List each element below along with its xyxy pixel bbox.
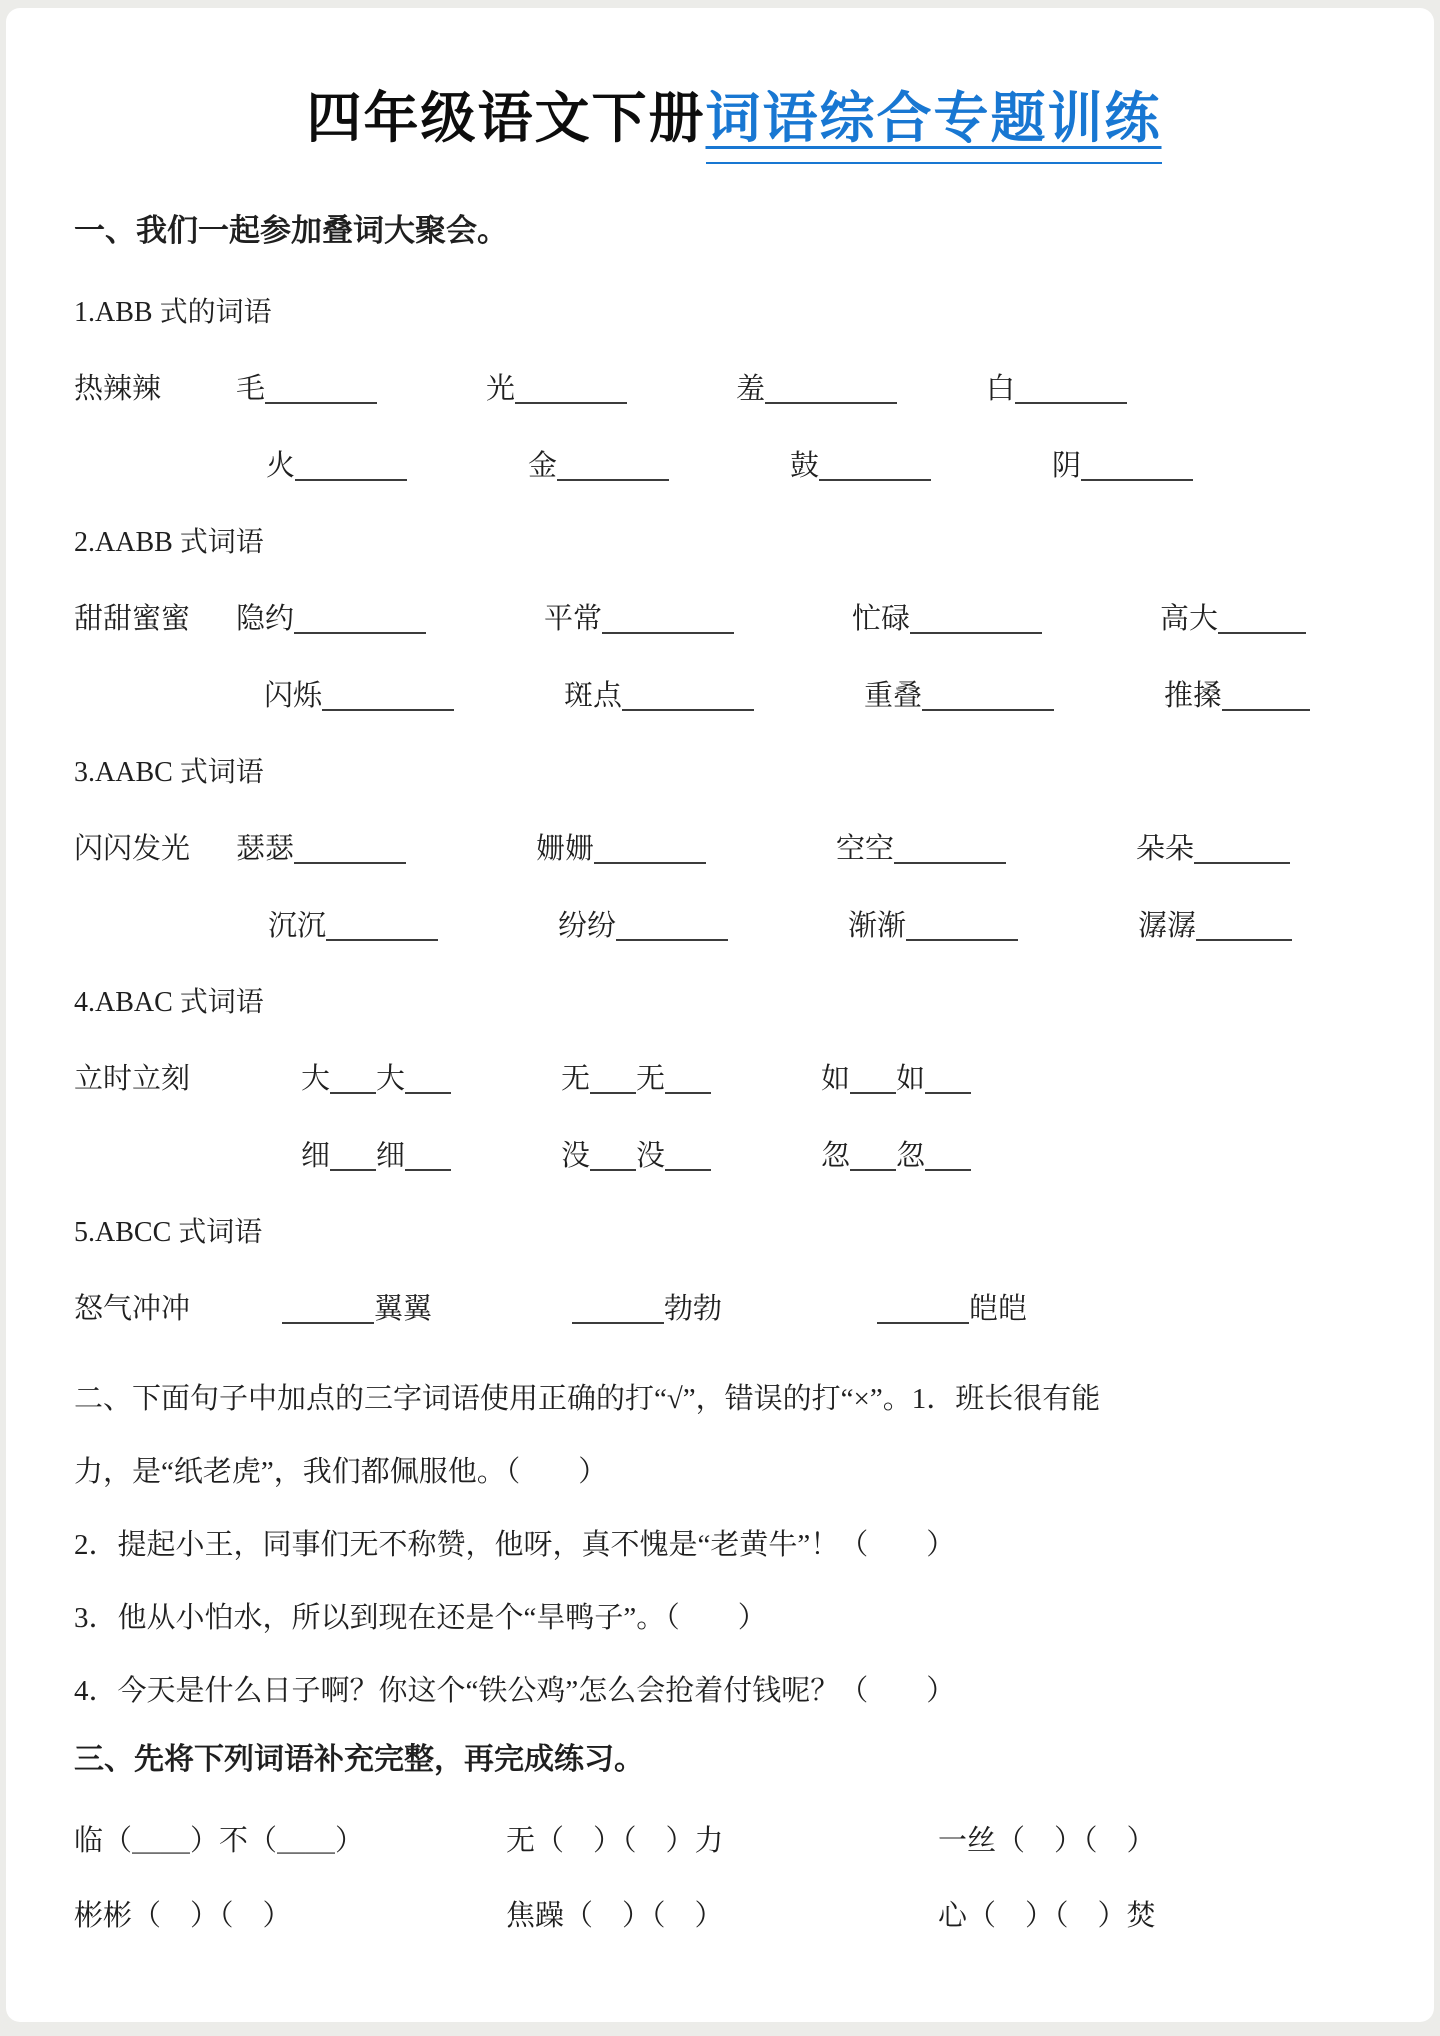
blank-line (765, 374, 897, 404)
fill-prefix: 忽 (821, 1140, 851, 1172)
group-label-aabb: 2.AABB 式词语 (74, 527, 264, 558)
fill-prefix: 忽 (896, 1140, 926, 1172)
blank-line (515, 374, 627, 404)
fill-prefix: 大 (376, 1063, 406, 1095)
fill-prefix: 斑点 (564, 680, 623, 712)
fill-prefix: 如 (821, 1063, 851, 1095)
fill-item (236, 826, 536, 867)
fill-prefix: 朵朵 (1136, 833, 1195, 865)
fill-item (1160, 596, 1306, 637)
abcc-row (74, 1286, 1394, 1327)
fill-prefix: 细 (376, 1140, 406, 1172)
section-three-row-2 (74, 1893, 1394, 1934)
fill-prefix: 渐渐 (848, 910, 907, 942)
fill-item (486, 366, 736, 407)
group-label-abac: 4.ABAC 式词语 (74, 987, 264, 1018)
blank-line (906, 911, 1018, 941)
abac-row-1 (74, 1056, 1394, 1097)
fill-prefix: 隐约 (236, 603, 295, 635)
fill-prefix: 无 (561, 1063, 591, 1095)
fill-item (736, 366, 986, 407)
fill-item (301, 1056, 561, 1097)
fill-prefix: 瑟瑟 (236, 833, 295, 865)
blank-line (282, 1294, 374, 1324)
fill-prefix: 平常 (544, 603, 603, 635)
title-topic-part: 词语综合专题训练 (706, 87, 1162, 164)
blank-line (294, 834, 406, 864)
group-label-aabc: 3.AABC 式词语 (74, 757, 264, 788)
section-three-heading: 三、先将下列词语补充完整，再完成练习。 (74, 1743, 644, 1776)
fill-item (572, 1286, 722, 1327)
fill-prefix: 细 (301, 1140, 331, 1172)
blank-line (665, 1064, 711, 1094)
example-word-abac: 立时立刻 (74, 1063, 191, 1095)
group-label-abcc: 5.ABCC 式词语 (74, 1217, 263, 1248)
fill-suffix: 勃勃 (664, 1293, 723, 1325)
example-word-aabc: 闪闪发光 (74, 833, 191, 865)
fill-prefix: 羞 (736, 373, 766, 405)
fill-prefix: 忙碌 (852, 603, 911, 635)
blank-line (1196, 911, 1292, 941)
fill-prefix: 毛 (236, 373, 266, 405)
aabb-row-1 (74, 596, 1394, 637)
fill-prefix: 如 (896, 1063, 926, 1095)
idiom-blank-item: 无（ ）（ ）力 (506, 1825, 724, 1857)
fill-prefix: 空空 (836, 833, 895, 865)
section-one-heading: 一、我们一起参加叠词大聚会。 (74, 213, 508, 248)
page-title (74, 74, 1394, 153)
blank-line (922, 681, 1054, 711)
group-label-abb: 1.ABB 式的词语 (74, 297, 272, 328)
section-three-row-1 (74, 1818, 1394, 1859)
example-word-abcc: 怒气冲冲 (74, 1293, 191, 1325)
blank-line (265, 374, 377, 404)
fill-item (266, 443, 528, 484)
blank-line (894, 834, 1006, 864)
fill-prefix: 金 (528, 450, 558, 482)
fill-prefix: 白 (986, 373, 1016, 405)
blank-line (925, 1141, 971, 1171)
blank-line (594, 834, 706, 864)
blank-line (622, 681, 754, 711)
fill-item (282, 1286, 432, 1327)
fill-prefix: 火 (266, 450, 296, 482)
fill-item (1164, 673, 1310, 714)
abb-row-1 (74, 366, 1394, 407)
fill-item (1138, 903, 1292, 944)
blank-line (602, 604, 734, 634)
aabc-row-2 (74, 903, 1394, 944)
abac-row-2 (74, 1133, 1394, 1174)
fill-prefix: 阴 (1052, 450, 1082, 482)
section-two-item4: 4．今天是什么日子啊？你这个“铁公鸡”怎么会抢着付钱呢？（ ） (74, 1675, 956, 1707)
fill-prefix: 纷纷 (558, 910, 617, 942)
fill-prefix: 高大 (1160, 603, 1219, 635)
example-word-aabb: 甜甜蜜蜜 (74, 603, 191, 635)
fill-item (236, 366, 486, 407)
fill-item (864, 673, 1164, 714)
blank-line (590, 1064, 636, 1094)
section-two-item1-continued: 力，是“纸老虎”，我们都佩服他。（ ） (74, 1456, 608, 1488)
example-word-abb: 热辣辣 (74, 373, 162, 405)
blank-line (910, 604, 1042, 634)
fill-item (836, 826, 1136, 867)
fill-item (536, 826, 836, 867)
fill-item (558, 903, 848, 944)
fill-prefix: 推搡 (1164, 680, 1223, 712)
blank-line (557, 451, 669, 481)
blank-line (1194, 834, 1290, 864)
fill-item (1052, 443, 1193, 484)
fill-item (301, 1133, 561, 1174)
fill-item (528, 443, 790, 484)
idiom-blank-item: 临（＿＿）不（＿＿） (74, 1825, 365, 1857)
blank-line (850, 1141, 896, 1171)
fill-suffix: 翼翼 (374, 1293, 433, 1325)
fill-item (790, 443, 1052, 484)
fill-suffix: 皑皑 (969, 1293, 1028, 1325)
section-two-heading-line: 二、下面句子中加点的三字词语使用正确的打“√”，错误的打“×”。1．班长很有能 (74, 1383, 1101, 1415)
blank-line (925, 1064, 971, 1094)
fill-prefix: 大 (301, 1063, 331, 1095)
blank-line (590, 1141, 636, 1171)
blank-line (850, 1064, 896, 1094)
fill-item (236, 596, 544, 637)
title-grade-part: 四年级语文下册 (306, 87, 706, 149)
fill-item (561, 1056, 821, 1097)
idiom-blank-item: 焦躁（ ）（ ） (506, 1900, 724, 1932)
blank-line (294, 604, 426, 634)
fill-item (986, 366, 1127, 407)
fill-prefix: 沉沉 (268, 910, 327, 942)
fill-prefix: 姗姗 (536, 833, 595, 865)
fill-item (264, 673, 564, 714)
section-two-item2: 2．提起小王，同事们无不称赞，他呀，真不愧是“老黄牛”！（ ） (74, 1529, 956, 1561)
blank-line (665, 1141, 711, 1171)
fill-prefix: 光 (486, 373, 516, 405)
idiom-blank-item: 一丝（ ）（ ） (938, 1825, 1156, 1857)
blank-line (1015, 374, 1127, 404)
fill-prefix: 重叠 (864, 680, 923, 712)
aabb-row-2 (74, 673, 1394, 714)
blank-line (616, 911, 728, 941)
fill-prefix: 鼓 (790, 450, 820, 482)
idiom-blank-item: 心（ ）（ ）焚 (938, 1900, 1156, 1932)
blank-line (322, 681, 454, 711)
fill-item (561, 1133, 821, 1174)
fill-item (852, 596, 1160, 637)
blank-line (819, 451, 931, 481)
blank-line (877, 1294, 969, 1324)
fill-item (564, 673, 864, 714)
blank-line (330, 1141, 376, 1171)
fill-item (821, 1133, 971, 1174)
blank-line (326, 911, 438, 941)
blank-line (405, 1064, 451, 1094)
blank-line (330, 1064, 376, 1094)
fill-prefix: 没 (561, 1140, 591, 1172)
fill-prefix: 闪烁 (264, 680, 323, 712)
blank-line (572, 1294, 664, 1324)
blank-line (1222, 681, 1310, 711)
blank-line (1081, 451, 1193, 481)
abb-row-2 (74, 443, 1394, 484)
fill-item (821, 1056, 971, 1097)
fill-item (1136, 826, 1290, 867)
fill-prefix: 无 (636, 1063, 666, 1095)
fill-item (544, 596, 852, 637)
section-two-item3: 3．他从小怕水，所以到现在还是个“旱鸭子”。（ ） (74, 1602, 767, 1634)
fill-prefix: 没 (636, 1140, 666, 1172)
fill-prefix: 潺潺 (1138, 910, 1197, 942)
blank-line (1218, 604, 1306, 634)
fill-item (877, 1286, 1027, 1327)
fill-item (848, 903, 1138, 944)
idiom-blank-item: 彬彬（ ）（ ） (74, 1900, 292, 1932)
fill-item (268, 903, 558, 944)
aabc-row-1 (74, 826, 1394, 867)
blank-line (295, 451, 407, 481)
blank-line (405, 1141, 451, 1171)
worksheet-page (6, 8, 1434, 2022)
